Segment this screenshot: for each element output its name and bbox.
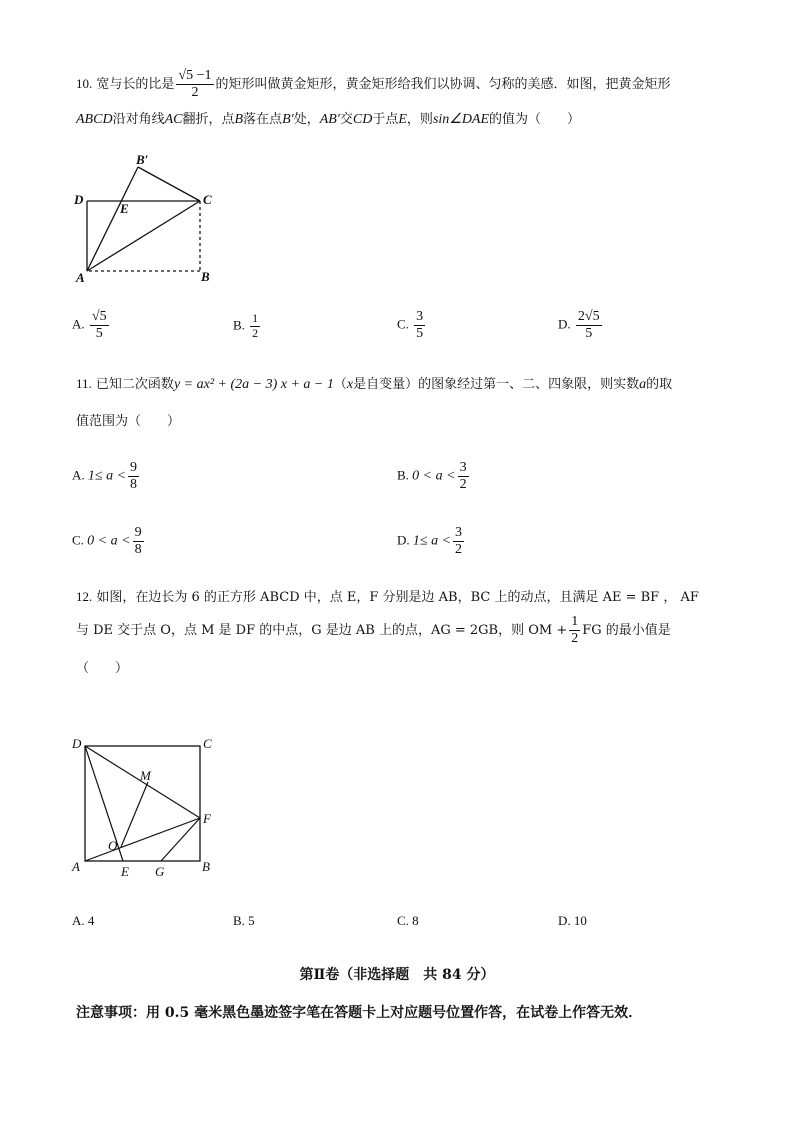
q11-option-c-frac [133, 525, 144, 558]
q11-option-a-label: A. [72, 467, 85, 483]
q11-var-x: x [346, 377, 354, 392]
q10-option-d-num: 2√5 [576, 309, 602, 326]
q11-text1: 已知二次函数 [95, 377, 174, 392]
q10-label-A: A [76, 270, 85, 285]
q12-label-G: G [155, 864, 165, 879]
q10-option-a-den: 5 [95, 326, 103, 342]
q10-option-a-label: A. [72, 316, 85, 332]
q12-option-b [233, 913, 255, 929]
q12-option-a [72, 913, 94, 929]
q12-option-c-value: 8 [412, 913, 419, 928]
q10-label-E: E [120, 201, 129, 216]
q10-fraction-den: 2 [191, 85, 199, 101]
q12-seg-AF [85, 818, 200, 861]
q10-option-d-den: 5 [585, 326, 593, 342]
q11-option-b-den: 2 [459, 477, 467, 493]
q10-fraction-num: √5 −1 [176, 68, 213, 85]
q10-line1 [76, 68, 671, 101]
q10-option-a-frac [90, 309, 109, 342]
q11-option-b-frac [458, 460, 469, 493]
q11-option-a-num: 9 [128, 460, 139, 477]
q10-option-d-label: D. [558, 316, 571, 332]
q11-option-d-frac [453, 525, 464, 558]
q10-option-b-label: B. [233, 317, 245, 333]
q10-option-a [72, 309, 111, 342]
q10-t-n: ，则 [406, 112, 433, 127]
q11-option-d [397, 525, 466, 558]
q12-option-d-value: 10 [573, 913, 587, 928]
q12-fraction-den: 2 [571, 631, 579, 647]
q12-fraction-num: 1 [569, 614, 580, 631]
q10-label-D: D [74, 192, 84, 207]
q10-t-p: 的值为（ ） [489, 112, 581, 127]
q10-option-b-frac [250, 312, 260, 341]
q10-text2: 的矩形叫做黄金矩形，黄金矩形给我们以协调、匀称的美感．如图，把黄金矩形 [215, 77, 671, 93]
q11-var-a: a [639, 377, 647, 392]
q11-option-a-frac [128, 460, 139, 493]
q11-option-b-label: B. [397, 467, 409, 483]
q10-number: 10. [76, 76, 93, 92]
q10-option-b [233, 312, 262, 341]
q11-text4: 的取 [646, 377, 673, 392]
q12-seg-OM [121, 782, 148, 847]
q10-abcd: ABCD [76, 112, 113, 127]
q11-option-a-pre: 1≤ a < [87, 468, 127, 484]
q12-line2-text-a: 与 DE 交于点 O，点 M 是 DF 的中点，G 是边 AB 上的点，AG = 2GB，则 OM + [76, 623, 568, 639]
q12-line3-text: （ ） [76, 661, 129, 676]
q12-square [85, 746, 200, 861]
section-title: 第Ⅱ卷（非选择题 共 84 分） [299, 967, 495, 983]
q10-abprime: AB′ [319, 112, 340, 127]
q11-number: 11. [76, 376, 92, 391]
q10-option-c [397, 309, 427, 342]
q11-text2: （ [333, 377, 347, 392]
q11-option-c-label: C. [72, 532, 84, 548]
q10-t-d: 翻折，点 [182, 112, 235, 127]
q10-option-a-num: √5 [90, 309, 109, 326]
q11-option-b [397, 460, 471, 493]
q11-line2-text: 值范围为（ ） [76, 414, 181, 429]
q12-label-M: M [140, 768, 151, 783]
q11-option-b-pre: 0 < a < [412, 468, 456, 484]
q10-bprime: B′ [282, 112, 294, 127]
q12-label-A: A [72, 859, 80, 874]
q10-e: E [398, 112, 407, 127]
q10-label-Bprime: B′ [136, 152, 149, 167]
q12-line2 [76, 614, 671, 647]
q10-text1: 宽与长的比是 [96, 77, 175, 93]
q12-label-B: B [202, 859, 210, 874]
q10-option-d [558, 309, 604, 342]
q11-line1 [76, 373, 672, 393]
q11-option-c-pre: 0 < a < [87, 533, 131, 549]
q10-fraction [176, 68, 213, 101]
q11-option-c [72, 525, 146, 558]
q12-option-a-label: A. [72, 913, 85, 928]
section-notice: 注意事项：用 0.5 毫米黑色墨迹签字笔在答题卡上对应题号位置作答，在试卷上作答无效． [76, 1005, 643, 1021]
q12-option-d-label: D. [558, 913, 571, 928]
q11-option-a [72, 460, 141, 493]
q11-option-d-num: 3 [453, 525, 464, 542]
q11-formula: y = ax² + (2a − 3) x + a − 1 [173, 377, 334, 392]
q10-ac: AC [164, 112, 183, 127]
q10-edge-BprimeC [138, 167, 200, 201]
q12-option-d [558, 913, 587, 929]
q12-line1-text: 如图，在边长为 6 的正方形 ABCD 中，点 E，F 分别是边 AB，BC 上的动点，且满足 AE = BF ， AF [96, 590, 699, 605]
q12-label-E: E [121, 864, 129, 879]
q10-option-c-den: 5 [416, 326, 424, 342]
q11-text3: 是自变量）的图象经过第一、二、四象限，则实数 [353, 377, 640, 392]
q10-t-b: 沿对角线 [112, 112, 165, 127]
q12-option-b-value: 5 [248, 913, 255, 928]
q10-figure [70, 150, 220, 285]
q12-option-c [397, 913, 419, 929]
q12-line3 [76, 657, 128, 676]
q10-b: B [234, 112, 244, 127]
q12-number: 12. [76, 589, 93, 604]
q11-option-b-num: 3 [458, 460, 469, 477]
q12-label-O: O [108, 838, 118, 853]
q12-option-a-value: 4 [87, 913, 95, 928]
q10-label-C: C [203, 192, 212, 207]
q10-option-c-label: C. [397, 316, 409, 332]
q12-label-D: D [72, 736, 82, 751]
q11-option-d-pre: 1≤ a < [412, 533, 452, 549]
q12-option-b-label: B. [233, 913, 245, 928]
q10-label-B: B [201, 269, 210, 284]
q10-t-h: 处， [293, 112, 320, 127]
q12-figure [66, 732, 226, 882]
q12-line2-text-b: FG 的最小值是 [582, 623, 671, 639]
q10-option-b-den: 2 [252, 325, 259, 340]
q12-label-C: C [203, 736, 212, 751]
q10-t-j: 交 [339, 112, 353, 127]
q12-seg-FG [161, 818, 200, 861]
q12-option-c-label: C. [397, 913, 409, 928]
q11-option-a-den: 8 [130, 477, 138, 493]
q10-line2 [76, 108, 580, 128]
q10-cd: CD [352, 112, 373, 127]
q11-option-d-den: 2 [455, 542, 463, 558]
q10-t-f: 落在点 [243, 112, 283, 127]
q12-line1 [76, 586, 699, 605]
q11-option-c-den: 8 [134, 542, 142, 558]
q11-option-d-label: D. [397, 532, 410, 548]
q10-option-b-num: 1 [252, 311, 259, 325]
q12-fraction [569, 614, 580, 647]
q11-option-c-num: 9 [133, 525, 144, 542]
q10-option-d-frac [576, 309, 602, 342]
q10-option-c-frac [414, 309, 425, 342]
q12-label-F: F [203, 811, 211, 826]
q11-line2 [76, 410, 180, 429]
q10-sin: sin∠DAE [432, 112, 490, 127]
q10-option-c-num: 3 [414, 309, 425, 326]
q10-t-l: 于点 [372, 112, 399, 127]
